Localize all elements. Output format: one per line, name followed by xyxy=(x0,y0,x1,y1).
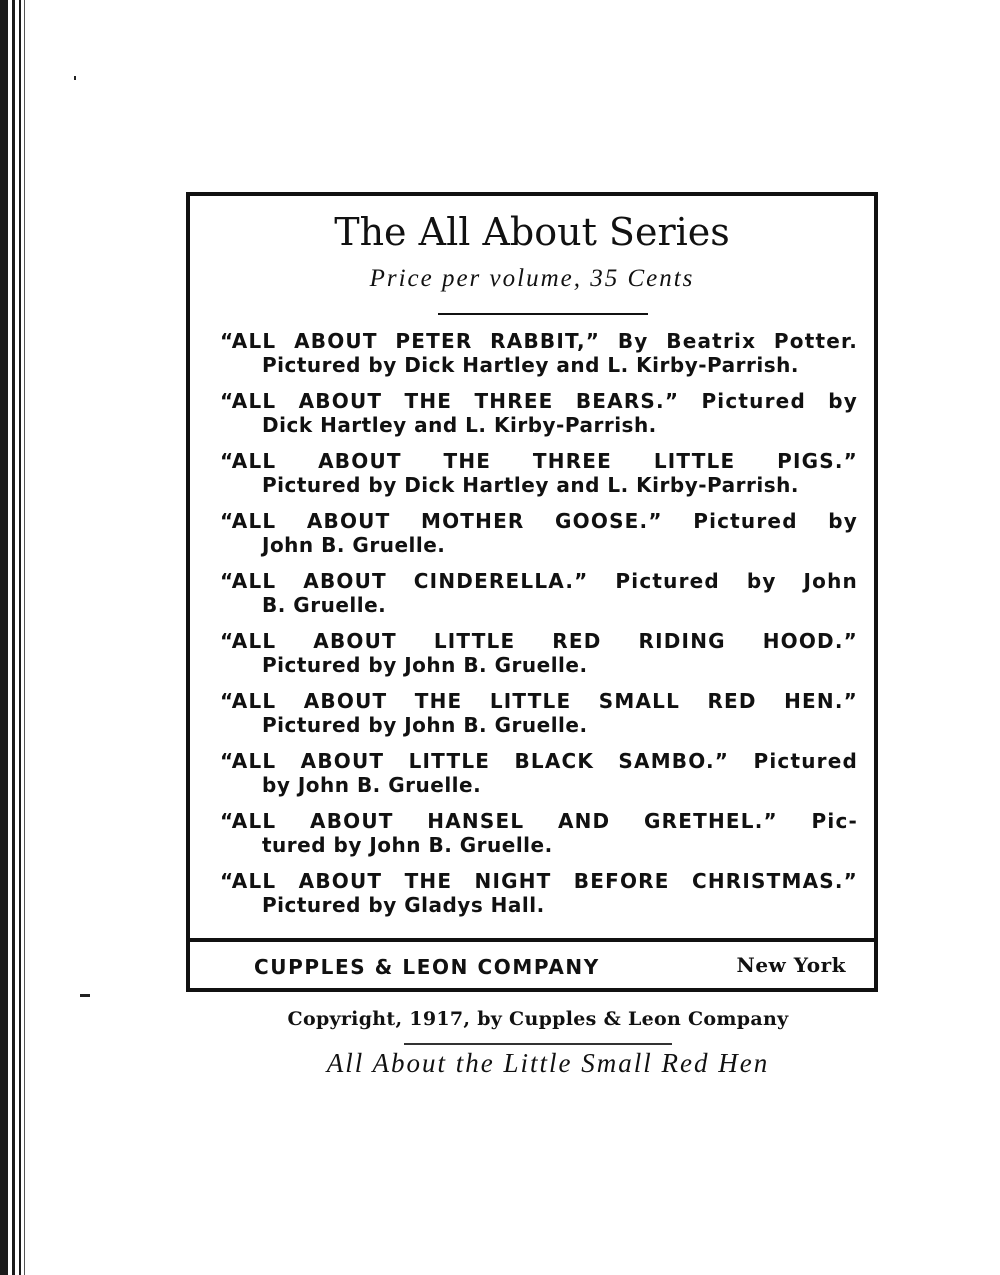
price-line: Price per volume, 35 Cents xyxy=(369,265,695,292)
list-item xyxy=(220,569,858,629)
list-item xyxy=(220,809,858,869)
list-item xyxy=(220,329,858,389)
binding-edge xyxy=(19,0,21,1275)
book-list xyxy=(220,329,858,929)
list-item xyxy=(220,449,858,509)
book-credit: John B. Gruelle. xyxy=(262,533,446,557)
scan-speck xyxy=(80,994,90,997)
list-item xyxy=(220,629,858,689)
list-item xyxy=(220,389,858,449)
scan-speck xyxy=(74,76,76,80)
list-item xyxy=(220,869,858,929)
book-title: “ALL ABOUT THE LITTLE SMALL RED HEN.” xyxy=(220,689,858,713)
book-title: “ALL ABOUT LITTLE BLACK SAMBO.” Pictured xyxy=(220,749,858,773)
book-title: “ALL ABOUT PETER RABBIT,” By Beatrix Potter. xyxy=(220,329,858,353)
list-item xyxy=(220,689,858,749)
list-item xyxy=(220,749,858,809)
book-title: “ALL ABOUT THE THREE BEARS.” Pictured by xyxy=(220,389,858,413)
book-credit: B. Gruelle. xyxy=(262,593,387,617)
publisher-name: CUPPLES & LEON COMPANY xyxy=(254,955,600,979)
copyright-notice: Copyright, 1917, by Cupples & Leon Company xyxy=(287,1008,789,1030)
book-credit: Pictured by John B. Gruelle. xyxy=(262,713,588,737)
publisher-city: New York xyxy=(736,953,846,977)
book-credit: Dick Hartley and L. Kirby-Parrish. xyxy=(262,413,657,437)
book-title: “ALL ABOUT LITTLE RED RIDING HOOD.” xyxy=(220,629,858,653)
series-advertisement-box xyxy=(186,192,878,992)
book-credit: Pictured by Gladys Hall. xyxy=(262,893,545,917)
book-title: “ALL ABOUT CINDERELLA.” Pictured by John xyxy=(220,569,858,593)
series-title: The All About Series xyxy=(334,210,730,254)
book-title: “ALL ABOUT HANSEL AND GRETHEL.” Pic- xyxy=(220,809,858,833)
book-title: “ALL ABOUT THE THREE LITTLE PIGS.” xyxy=(220,449,858,473)
book-credit: Pictured by John B. Gruelle. xyxy=(262,653,588,677)
book-title: “ALL ABOUT THE NIGHT BEFORE CHRISTMAS.” xyxy=(220,869,858,893)
publisher-divider xyxy=(190,938,874,942)
book-credit: Pictured by Dick Hartley and L. Kirby-Parrish. xyxy=(262,473,799,497)
list-item xyxy=(220,509,858,569)
binding-edge xyxy=(12,0,15,1275)
book-credit: tured by John B. Gruelle. xyxy=(262,833,553,857)
book-title-footer: All About the Little Small Red Hen xyxy=(326,1048,770,1078)
binding-edge xyxy=(24,0,25,1275)
binding-edge xyxy=(0,0,8,1275)
title-divider xyxy=(438,313,648,315)
book-title: “ALL ABOUT MOTHER GOOSE.” Pictured by xyxy=(220,509,858,533)
copyright-divider xyxy=(404,1043,672,1045)
book-credit: Pictured by Dick Hartley and L. Kirby-Parrish. xyxy=(262,353,799,377)
book-credit: by John B. Gruelle. xyxy=(262,773,482,797)
